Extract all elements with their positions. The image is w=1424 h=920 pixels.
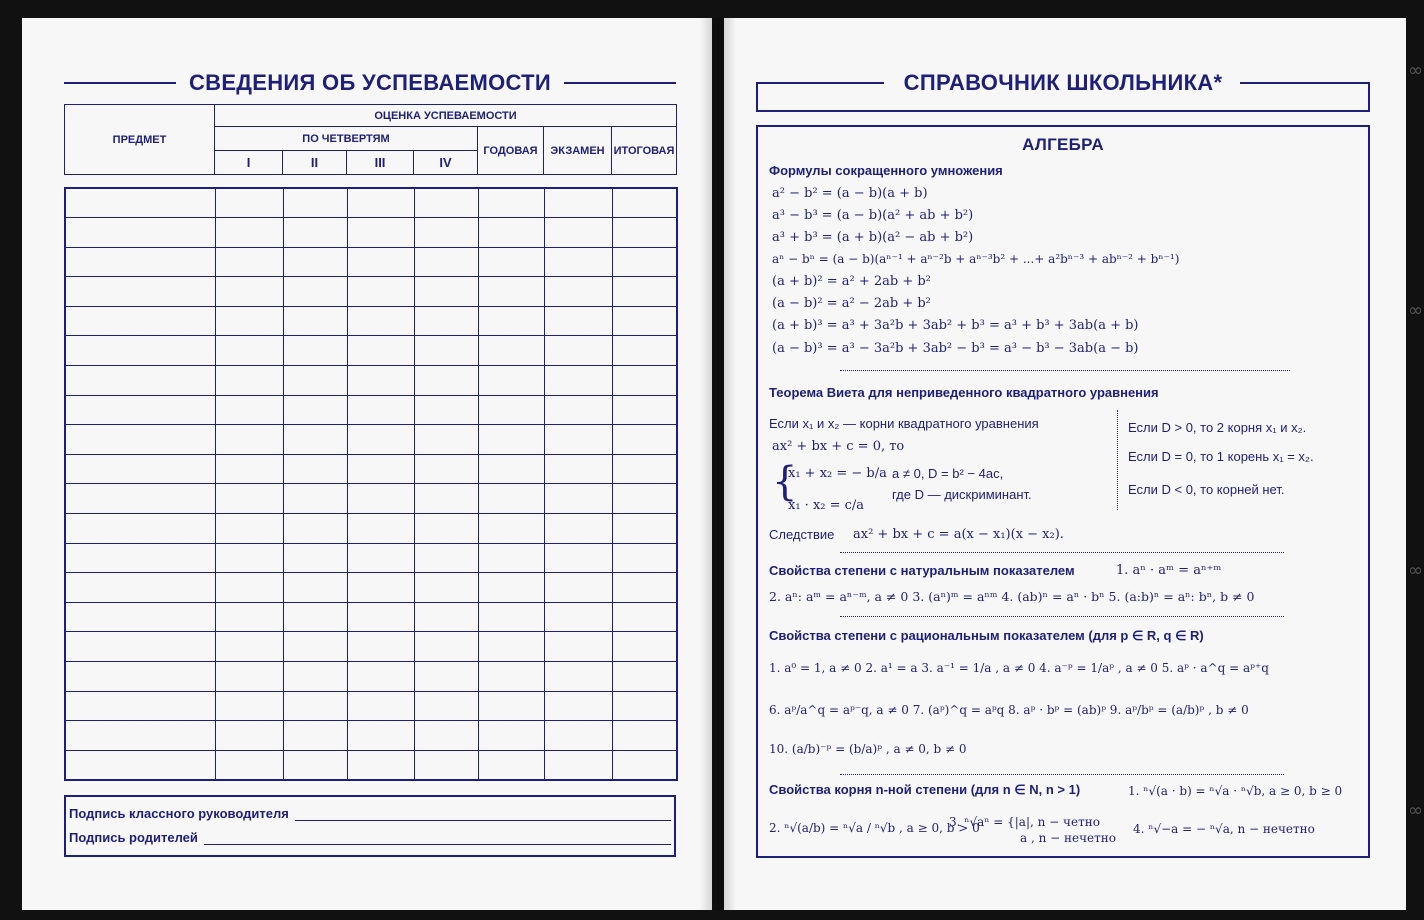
grade-cell[interactable] — [414, 721, 478, 751]
grade-cell[interactable] — [414, 484, 478, 514]
formula: aⁿ − bⁿ = (a − b)(aⁿ⁻¹ + aⁿ⁻²b + aⁿ⁻³b² + ...+ a²bⁿ⁻³ + abⁿ⁻² + bⁿ⁻¹) — [772, 252, 1180, 266]
grade-cell[interactable] — [544, 395, 612, 425]
abbrev-heading: Формулы сокращенного умножения — [769, 163, 1003, 178]
grade-cell[interactable] — [544, 218, 612, 248]
grade-cell[interactable] — [283, 306, 347, 336]
grade-cell[interactable] — [347, 247, 414, 277]
grade-cell[interactable] — [544, 188, 612, 218]
cover-pattern: ∞ — [1408, 300, 1423, 321]
header-subject: ПРЕДМЕТ — [65, 105, 215, 175]
grade-cell[interactable] — [544, 632, 612, 662]
grade-cell[interactable] — [347, 484, 414, 514]
grade-cell[interactable] — [478, 218, 544, 248]
formula: a² − b² = (a − b)(a + b) — [772, 186, 928, 201]
grade-cell[interactable] — [612, 247, 677, 277]
grade-cell[interactable] — [414, 188, 478, 218]
grade-cell[interactable] — [544, 602, 612, 632]
grade-cell[interactable] — [215, 188, 283, 218]
grade-cell[interactable] — [347, 632, 414, 662]
grade-cell[interactable] — [347, 543, 414, 573]
table-row — [65, 306, 677, 336]
grade-cell[interactable] — [612, 721, 677, 751]
grade-cell[interactable] — [612, 395, 677, 425]
formula: (a + b)³ = a³ + 3a²b + 3ab² + b³ = a³ + b³ + 3ab(a + b) — [772, 318, 1139, 333]
corollary-label: Следствие — [769, 527, 835, 542]
grade-cell[interactable] — [347, 395, 414, 425]
table-row — [65, 573, 677, 603]
table-row — [65, 454, 677, 484]
grade-cell[interactable] — [478, 454, 544, 484]
grade-cell[interactable] — [612, 514, 677, 544]
grade-cell[interactable] — [478, 750, 544, 780]
rational-heading: Свойства степени с рациональным показателем (для p ∈ R, q ∈ R) — [769, 628, 1204, 643]
parent-signature-line[interactable] — [204, 833, 671, 845]
grade-cell[interactable] — [215, 218, 283, 248]
grade-cell[interactable] — [612, 543, 677, 573]
table-row — [65, 602, 677, 632]
grade-cell[interactable] — [215, 277, 283, 307]
vieta-heading: Теорема Виета для неприведенного квадратного уравнения — [769, 385, 1159, 400]
grade-cell[interactable] — [215, 721, 283, 751]
formula: (a + b)² = a² + 2ab + b² — [772, 274, 931, 289]
cover-pattern: ∞ — [1408, 60, 1423, 81]
table-row — [65, 277, 677, 307]
header-q4: IV — [414, 151, 478, 175]
grade-cell[interactable] — [612, 484, 677, 514]
grade-cell[interactable] — [478, 721, 544, 751]
grade-cell[interactable] — [215, 306, 283, 336]
grade-cell[interactable] — [215, 750, 283, 780]
grade-cell[interactable] — [215, 632, 283, 662]
grade-cell[interactable] — [215, 366, 283, 396]
subject-cell[interactable] — [65, 484, 215, 514]
grade-cell[interactable] — [478, 188, 544, 218]
grade-cell[interactable] — [347, 425, 414, 455]
header-annual: ГОДОВАЯ — [478, 127, 544, 175]
grade-cell[interactable] — [478, 691, 544, 721]
grade-cell[interactable] — [478, 277, 544, 307]
grade-cell[interactable] — [215, 484, 283, 514]
grade-cell[interactable] — [283, 484, 347, 514]
header-q3: III — [347, 151, 414, 175]
parent-signature-label: Подпись родителей — [69, 830, 198, 845]
grade-cell[interactable] — [414, 573, 478, 603]
grade-cell[interactable] — [283, 750, 347, 780]
subject-cell[interactable] — [65, 454, 215, 484]
grade-cell[interactable] — [347, 750, 414, 780]
grade-cell[interactable] — [478, 247, 544, 277]
subject-cell[interactable] — [65, 721, 215, 751]
grades-table — [64, 187, 678, 781]
grade-cell[interactable] — [414, 277, 478, 307]
root-prop: 1. ⁿ√(a · b) = ⁿ√a · ⁿ√b, a ≥ 0, b ≥ 0 — [1128, 784, 1343, 798]
grade-cell[interactable] — [612, 454, 677, 484]
vieta-product: x₁ · x₂ = c/a — [788, 498, 865, 513]
grade-cell[interactable] — [215, 336, 283, 366]
grade-cell[interactable] — [347, 514, 414, 544]
natural-heading: Свойства степени с натуральным показателем — [769, 563, 1075, 578]
grade-cell[interactable] — [414, 425, 478, 455]
formula: a³ − b³ = (a − b)(a² + ab + b²) — [772, 208, 974, 223]
grade-cell[interactable] — [283, 632, 347, 662]
corollary-formula: ax² + bx + c = a(x − x₁)(x − x₂). — [853, 527, 1064, 542]
grade-cell[interactable] — [414, 366, 478, 396]
separator — [840, 616, 1284, 617]
grade-cell[interactable] — [478, 573, 544, 603]
table-row — [65, 484, 677, 514]
grade-cell[interactable] — [544, 366, 612, 396]
header-grade: ОЦЕНКА УСПЕВАЕМОСТИ — [215, 105, 677, 127]
grade-cell[interactable] — [347, 366, 414, 396]
grade-cell[interactable] — [478, 543, 544, 573]
grade-cell[interactable] — [612, 662, 677, 692]
grade-cell[interactable] — [414, 247, 478, 277]
subject-cell[interactable] — [65, 188, 215, 218]
book-spine — [700, 18, 736, 910]
subject-cell[interactable] — [65, 750, 215, 780]
grade-cell[interactable] — [414, 218, 478, 248]
grade-cell[interactable] — [544, 306, 612, 336]
vieta-text: Если x₁ и x₂ — корни квадратного уравнения — [769, 416, 1039, 431]
grade-cell[interactable] — [414, 691, 478, 721]
grade-cell[interactable] — [283, 218, 347, 248]
vieta-sum: x₁ + x₂ = − b/a — [788, 466, 887, 481]
grade-cell[interactable] — [215, 395, 283, 425]
grade-cell[interactable] — [478, 602, 544, 632]
table-row — [65, 662, 677, 692]
grade-cell[interactable] — [283, 691, 347, 721]
algebra-heading: АЛГЕБРА — [1022, 135, 1104, 154]
grade-cell[interactable] — [478, 336, 544, 366]
grades-header — [64, 104, 677, 175]
grade-cell[interactable] — [347, 277, 414, 307]
vieta-divider — [1117, 410, 1118, 510]
grade-cell[interactable] — [347, 306, 414, 336]
rational-props: 1. a⁰ = 1, a ≠ 0 2. a¹ = a 3. a⁻¹ = 1/a , a ≠ 0 4. a⁻ᵖ = 1/aᵖ , a ≠ 0 5. aᵖ · a^q = aᵖ⁺q — [769, 661, 1269, 675]
subject-cell[interactable] — [65, 632, 215, 662]
vieta-equation: ax² + bx + c = 0, то — [772, 439, 905, 454]
grade-cell[interactable] — [414, 602, 478, 632]
grade-cell[interactable] — [414, 543, 478, 573]
table-row — [65, 395, 677, 425]
grade-cell[interactable] — [612, 306, 677, 336]
subject-cell[interactable] — [65, 218, 215, 248]
subject-cell[interactable] — [65, 306, 215, 336]
grade-cell[interactable] — [544, 454, 612, 484]
grade-cell[interactable] — [544, 662, 612, 692]
table-row — [65, 514, 677, 544]
root-prop: 2. ⁿ√(a/b) = ⁿ√a / ⁿ√b , a ≥ 0, b > 0 — [769, 821, 980, 835]
rational-props: 6. aᵖ/a^q = aᵖ⁻q, a ≠ 0 7. (aᵖ)^q = aᵖq 8. aᵖ · bᵖ = (ab)ᵖ 9. aᵖ/bᵖ = (a/b)ᵖ , b ≠ 0 — [769, 703, 1249, 717]
subject-cell[interactable] — [65, 691, 215, 721]
grade-cell[interactable] — [283, 662, 347, 692]
cover-pattern: ∞ — [1408, 800, 1423, 821]
grade-cell[interactable] — [478, 366, 544, 396]
subject-cell[interactable] — [65, 602, 215, 632]
table-row — [65, 247, 677, 277]
grade-cell[interactable] — [215, 425, 283, 455]
vieta-condition: a ≠ 0, D = b² − 4ac, — [892, 466, 1004, 481]
teacher-signature-label: Подпись классного руководителя — [69, 806, 289, 821]
table-row — [65, 425, 677, 455]
grade-cell[interactable] — [478, 514, 544, 544]
grade-cell[interactable] — [347, 336, 414, 366]
table-row — [65, 691, 677, 721]
grade-cell[interactable] — [612, 188, 677, 218]
grade-cell[interactable] — [544, 247, 612, 277]
grade-cell[interactable] — [414, 454, 478, 484]
subject-cell[interactable] — [65, 514, 215, 544]
separator — [840, 370, 1290, 371]
separator — [840, 774, 1284, 775]
grade-cell[interactable] — [215, 543, 283, 573]
grade-cell[interactable] — [544, 543, 612, 573]
page-title: СВЕДЕНИЯ ОБ УСПЕВАЕМОСТИ — [188, 70, 552, 95]
grade-cell[interactable] — [215, 247, 283, 277]
grade-cell[interactable] — [283, 247, 347, 277]
table-row — [65, 721, 677, 751]
rational-props: 10. (a/b)⁻ᵖ = (b/a)ᵖ , a ≠ 0, b ≠ 0 — [769, 742, 967, 756]
parent-signature-row[interactable] — [69, 830, 671, 845]
grade-cell[interactable] — [414, 336, 478, 366]
grade-cell[interactable] — [478, 395, 544, 425]
root-prop: 4. ⁿ√−a = − ⁿ√a, n − нечетно — [1133, 822, 1315, 836]
table-row — [65, 366, 677, 396]
subject-cell[interactable] — [65, 543, 215, 573]
grade-cell[interactable] — [612, 602, 677, 632]
grade-cell[interactable] — [478, 306, 544, 336]
teacher-signature-line[interactable] — [295, 809, 671, 821]
grade-cell[interactable] — [283, 573, 347, 603]
separator — [840, 552, 1284, 553]
signature-box — [64, 795, 676, 857]
grade-cell[interactable] — [347, 454, 414, 484]
header-final: ИТОГОВАЯ — [612, 127, 677, 175]
table-row — [65, 543, 677, 573]
grade-cell[interactable] — [414, 750, 478, 780]
vieta-rule: Если D = 0, то 1 корень x₁ = x₂. — [1128, 449, 1314, 464]
grade-cell[interactable] — [215, 602, 283, 632]
subject-cell[interactable] — [65, 662, 215, 692]
grade-cell[interactable] — [478, 484, 544, 514]
formula: (a − b)³ = a³ − 3a²b + 3ab² − b³ = a³ − b³ − 3ab(a − b) — [772, 341, 1139, 356]
grade-cell[interactable] — [544, 691, 612, 721]
grade-cell[interactable] — [215, 514, 283, 544]
grade-cell[interactable] — [283, 336, 347, 366]
grade-cell[interactable] — [414, 662, 478, 692]
grade-cell[interactable] — [283, 395, 347, 425]
grade-cell[interactable] — [612, 336, 677, 366]
grade-cell[interactable] — [283, 514, 347, 544]
grade-cell[interactable] — [215, 454, 283, 484]
grade-cell[interactable] — [612, 277, 677, 307]
header-q2: II — [283, 151, 347, 175]
grade-cell[interactable] — [544, 721, 612, 751]
grade-cell[interactable] — [283, 277, 347, 307]
subject-cell[interactable] — [65, 425, 215, 455]
grade-cell[interactable] — [283, 188, 347, 218]
grade-cell[interactable] — [478, 632, 544, 662]
subject-cell[interactable] — [65, 573, 215, 603]
root-prop: 3. ⁿ√aⁿ = {|a|, n − четно — [949, 815, 1100, 829]
grade-cell[interactable] — [283, 366, 347, 396]
grade-cell[interactable] — [283, 543, 347, 573]
grade-cell[interactable] — [347, 721, 414, 751]
grade-cell[interactable] — [347, 188, 414, 218]
natural-prop: 1. aⁿ · aᵐ = aⁿ⁺ᵐ — [1116, 563, 1222, 578]
grade-cell[interactable] — [347, 573, 414, 603]
grade-cell[interactable] — [612, 366, 677, 396]
grade-cell[interactable] — [478, 425, 544, 455]
grade-cell[interactable] — [414, 395, 478, 425]
reference-title: СПРАВОЧНИК ШКОЛЬНИКА* — [903, 70, 1223, 95]
grade-cell[interactable] — [544, 277, 612, 307]
grade-cell[interactable] — [347, 691, 414, 721]
grade-cell[interactable] — [283, 454, 347, 484]
grade-cell[interactable] — [612, 691, 677, 721]
grade-cell[interactable] — [215, 691, 283, 721]
roots-heading: Свойства корня n-ной степени (для n ∈ N, n > 1) — [769, 782, 1081, 797]
grade-cell[interactable] — [347, 662, 414, 692]
grade-cell[interactable] — [414, 632, 478, 662]
grade-cell[interactable] — [215, 662, 283, 692]
subject-cell[interactable] — [65, 366, 215, 396]
grade-cell[interactable] — [612, 632, 677, 662]
table-row — [65, 188, 677, 218]
grade-cell[interactable] — [414, 514, 478, 544]
table-row — [65, 632, 677, 662]
vieta-condition: где D — дискриминант. — [892, 487, 1032, 502]
grade-cell[interactable] — [612, 750, 677, 780]
grade-cell[interactable] — [544, 750, 612, 780]
grade-cell[interactable] — [283, 721, 347, 751]
subject-cell[interactable] — [65, 247, 215, 277]
cover-pattern: ∞ — [1408, 560, 1423, 581]
formula: (a − b)² = a² − 2ab + b² — [772, 296, 931, 311]
system-brace: { — [772, 459, 798, 505]
grade-cell[interactable] — [347, 602, 414, 632]
grade-cell[interactable] — [414, 306, 478, 336]
grade-cell[interactable] — [215, 573, 283, 603]
vieta-rule: Если D < 0, то корней нет. — [1128, 482, 1285, 497]
grade-cell[interactable] — [347, 218, 414, 248]
subject-cell[interactable] — [65, 336, 215, 366]
subject-cell[interactable] — [65, 395, 215, 425]
teacher-signature-row[interactable] — [69, 806, 671, 821]
grade-cell[interactable] — [612, 573, 677, 603]
grade-cell[interactable] — [544, 484, 612, 514]
formula: a³ + b³ = (a + b)(a² − ab + b²) — [772, 230, 974, 245]
header-quarters: ПО ЧЕТВЕРТЯМ — [215, 127, 478, 151]
vieta-rule: Если D > 0, то 2 корня x₁ и x₂. — [1128, 420, 1307, 435]
header-q1: I — [215, 151, 283, 175]
table-row — [65, 750, 677, 780]
natural-props: 2. aⁿ: aᵐ = aⁿ⁻ᵐ, a ≠ 0 3. (aⁿ)ᵐ = aⁿᵐ 4. (ab)ⁿ = aⁿ · bⁿ 5. (a:b)ⁿ = aⁿ: bⁿ, b ≠ 0 — [769, 589, 1255, 604]
grade-cell[interactable] — [544, 514, 612, 544]
table-row — [65, 336, 677, 366]
root-prop: a , n − нечетно — [1020, 831, 1117, 845]
grade-cell[interactable] — [283, 602, 347, 632]
subject-cell[interactable] — [65, 277, 215, 307]
table-row — [65, 218, 677, 248]
header-exam: ЭКЗАМЕН — [544, 127, 612, 175]
grade-cell[interactable] — [478, 662, 544, 692]
grade-cell[interactable] — [612, 425, 677, 455]
grade-cell[interactable] — [612, 218, 677, 248]
grade-cell[interactable] — [544, 425, 612, 455]
grade-cell[interactable] — [544, 573, 612, 603]
grade-cell[interactable] — [544, 336, 612, 366]
grade-cell[interactable] — [283, 425, 347, 455]
